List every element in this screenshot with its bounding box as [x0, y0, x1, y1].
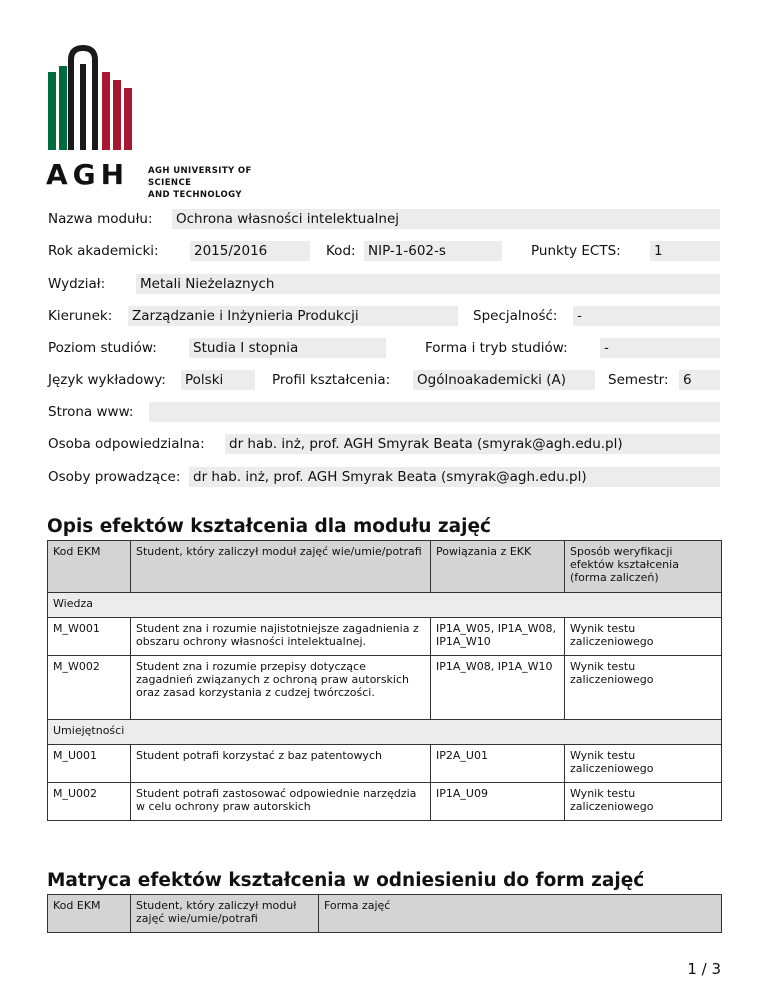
table-cell: IP1A_U09: [431, 783, 565, 821]
ects-value: 1: [650, 241, 720, 261]
table-cell: Student zna i rozumie przepisy dotyczące zagadnień związanych z ochroną praw autorskich oraz zasad korzystania z cudzej twórczości.: [131, 656, 431, 720]
agh-emblem-icon: [46, 44, 136, 154]
effects-header-row: [48, 541, 722, 593]
lecturers-label: Osoby prowadzące:: [48, 469, 181, 485]
responsible-person-label: Osoba odpowiedzialna:: [48, 436, 205, 452]
header-cell: Forma zajęć: [319, 895, 722, 933]
table-cell: IP1A_W05, IP1A_W08, IP1A_W10: [431, 618, 565, 656]
study-form-label: Forma i tryb studiów:: [425, 340, 568, 356]
logo-line-1: AGH UNIVERSITY OF SCIENCE: [148, 166, 252, 188]
study-form-value: -: [600, 338, 720, 358]
language-label: Język wykładowy:: [48, 372, 166, 388]
table-cell: Wynik testu zaliczeniowego: [565, 618, 722, 656]
ects-label: Punkty ECTS:: [531, 243, 621, 259]
module-name-value: Ochrona własności intelektualnej: [172, 209, 720, 229]
semester-value: 6: [679, 370, 720, 390]
matrix-table: [47, 894, 722, 933]
logo-letters: AGH: [46, 158, 130, 191]
profile-label: Profil kształcenia:: [272, 372, 391, 388]
table-row: [48, 656, 722, 720]
academic-year-value: 2015/2016: [190, 241, 310, 261]
module-name-label: Nazwa modułu:: [48, 211, 153, 227]
study-level-label: Poziom studiów:: [48, 340, 157, 356]
section-title: Wiedza: [48, 593, 722, 618]
table-cell: IP2A_U01: [431, 745, 565, 783]
language-value: Polski: [181, 370, 255, 390]
specialty-value: -: [573, 306, 720, 326]
responsible-person-value: dr hab. inż, prof. AGH Smyrak Beata (smyrak@agh.edu.pl): [225, 434, 720, 454]
www-value: [149, 402, 720, 422]
table-row: [48, 745, 722, 783]
table-cell: Wynik testu zaliczeniowego: [565, 656, 722, 720]
profile-value: Ogólnoakademicki (A): [413, 370, 595, 390]
field-of-study-label: Kierunek:: [48, 308, 113, 324]
academic-year-label: Rok akademicki:: [48, 243, 159, 259]
section-row: [48, 720, 722, 745]
section-title: Umiejętności: [48, 720, 722, 745]
table-cell: IP1A_W08, IP1A_W10: [431, 656, 565, 720]
logo-line-2: AND TECHNOLOGY: [148, 190, 242, 200]
header-cell: Kod EKM: [48, 895, 131, 933]
header-cell: Student, który zaliczył moduł zajęć wie/umie/potrafi: [131, 541, 431, 593]
table-cell: Wynik testu zaliczeniowego: [565, 745, 722, 783]
table-cell: Wynik testu zaliczeniowego: [565, 783, 722, 821]
table-cell: Student potrafi korzystać z baz patentowych: [131, 745, 431, 783]
effects-table: [47, 540, 722, 821]
table-cell: M_U001: [48, 745, 131, 783]
table-row: [48, 618, 722, 656]
semester-label: Semestr:: [608, 372, 669, 388]
logo-university: [148, 165, 296, 201]
table-cell: M_W002: [48, 656, 131, 720]
header-cell: Powiązania z EKK: [431, 541, 565, 593]
table-cell: Student potrafi zastosować odpowiednie narzędzia w celu ochrony praw autorskich: [131, 783, 431, 821]
agh-logo: [46, 44, 296, 200]
faculty-label: Wydział:: [48, 276, 106, 292]
faculty-value: Metali Nieżelaznych: [136, 274, 720, 294]
study-level-value: Studia I stopnia: [189, 338, 386, 358]
matrix-header-row: [48, 895, 722, 933]
table-cell: M_U002: [48, 783, 131, 821]
page-number: 1 / 3: [687, 960, 721, 978]
matrix-title: Matryca efektów kształcenia w odniesieniu do form zajęć: [47, 870, 645, 891]
specialty-label: Specjalność:: [473, 308, 558, 324]
header-cell: Kod EKM: [48, 541, 131, 593]
lecturers-value: dr hab. inż, prof. AGH Smyrak Beata (smyrak@agh.edu.pl): [189, 467, 720, 487]
effects-title: Opis efektów kształcenia dla modułu zajęć: [47, 516, 492, 537]
field-of-study-value: Zarządzanie i Inżynieria Produkcji: [128, 306, 458, 326]
code-label: Kod:: [326, 243, 356, 259]
table-row: [48, 783, 722, 821]
section-row: [48, 593, 722, 618]
header-cell: Sposób weryfikacji efektów kształcenia (forma zaliczeń): [565, 541, 722, 593]
table-cell: M_W001: [48, 618, 131, 656]
code-value: NIP-1-602-s: [364, 241, 502, 261]
www-label: Strona www:: [48, 404, 134, 420]
header-cell: Student, który zaliczył moduł zajęć wie/umie/potrafi: [131, 895, 319, 933]
table-cell: Student zna i rozumie najistotniejsze zagadnienia z obszaru ochrony własności intelektualnej.: [131, 618, 431, 656]
